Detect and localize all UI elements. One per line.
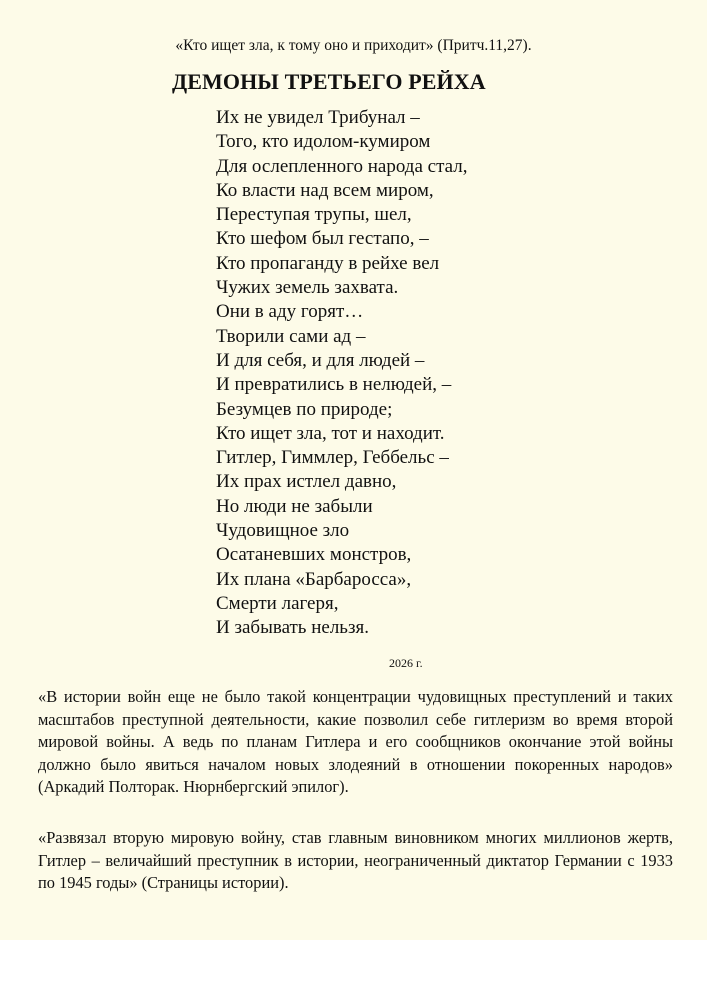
poem-line: Их не увидел Трибунал –	[216, 107, 420, 128]
poem-line: Чужих земель захвата.	[216, 277, 399, 299]
poem-line: Того, кто идолом-кумиром	[216, 131, 431, 153]
poem-line: Их плана «Барбаросса»,	[216, 568, 412, 590]
poem-line: Кто ищет зла, тот и находит.	[216, 422, 445, 444]
poem-line: Ко власти над всем миром,	[216, 179, 434, 201]
poem-line: Их прах истлел давно,	[216, 471, 397, 493]
poem-line: Осатаневших монстров,	[216, 544, 412, 566]
poem-line: Переступая трупы, шел,	[216, 204, 412, 226]
poem-line: Для ослепленного народа стал,	[216, 155, 468, 177]
poem-line: Чудовищное зло	[216, 520, 350, 542]
poem-line: Они в аду горят…	[216, 301, 364, 323]
poem-line: Творили сами ад –	[216, 325, 366, 347]
poem-title: ДЕМОНЫ ТРЕТЬЕГО РЕЙХА	[172, 69, 486, 94]
quote-paragraph: «В истории войн еще не было такой концентрации чудовищных преступлений и таких масштабов преступной деятельности, какие позволил себе гитлеризм во время второй мировой войны. А ведь по планам Гитлера и его сообщников окончание этой войны должно было явиться началом новых злодеяний в отношении покоренных народов» (Аркадий Полторак. Нюрнбергский эпилог).	[38, 687, 673, 796]
poem-line: И для себя, и для людей –	[216, 349, 425, 371]
poem-line: И превратились в нелюдей, –	[216, 374, 452, 396]
poem-line: Но люди не забыли	[216, 495, 373, 517]
poem-line: И забывать нельзя.	[216, 617, 369, 639]
poem-body	[216, 106, 467, 641]
epigraph: «Кто ищет зла, к тому оно и приходит» (Притч.11,27).	[175, 37, 532, 54]
poem-line: Безумцев по природе;	[216, 398, 393, 420]
poem-line: Кто шефом был гестапо, –	[216, 228, 429, 250]
quote-paragraph: «Развязал вторую мировую войну, став главным виновником многих миллионов жертв, Гитлер – величайший преступник в истории, неограниченный диктатор Германии с 1933 по 1945 годы» (Страницы истории).	[38, 828, 673, 892]
poem-year: 2026 г.	[389, 656, 423, 670]
poem-line: Кто пропаганду в рейхе вел	[216, 252, 440, 274]
poem-line: Смерти лагеря,	[216, 592, 339, 614]
poem-line: Гитлер, Гиммлер, Геббельс –	[216, 447, 449, 469]
